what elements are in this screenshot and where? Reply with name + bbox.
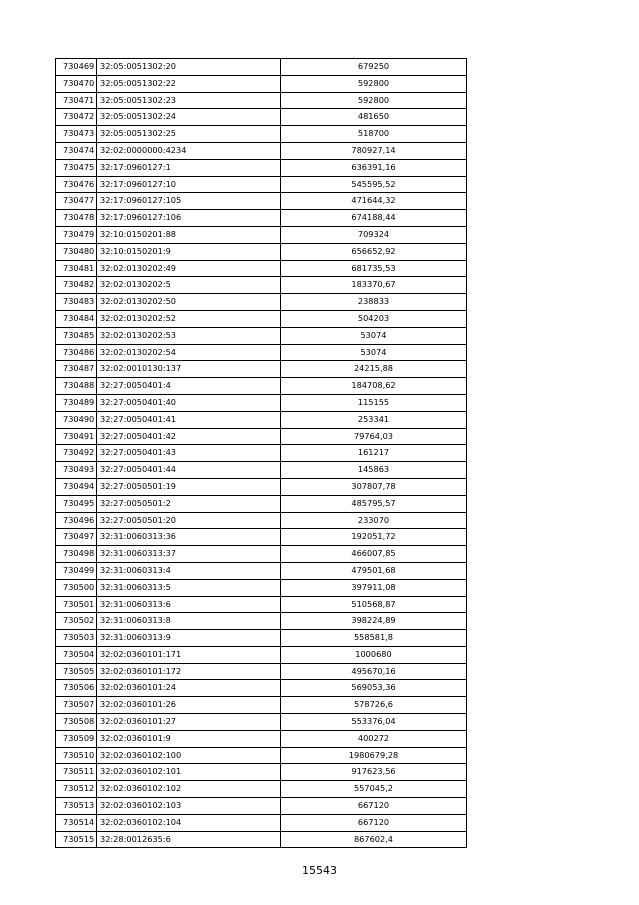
value-cell: 398224,89 (281, 613, 467, 630)
row-id-cell: 730492 (56, 445, 97, 462)
value-cell: 510568,87 (281, 596, 467, 613)
cadastral-number-cell: 32:02:0360101:27 (97, 714, 281, 731)
table-body (56, 59, 467, 848)
cadastral-number-cell: 32:05:0051302:20 (97, 59, 281, 76)
cadastral-number-cell: 32:27:0050501:2 (97, 495, 281, 512)
table-row (56, 142, 467, 159)
cadastral-number-cell: 32:05:0051302:23 (97, 92, 281, 109)
row-id-cell: 730489 (56, 394, 97, 411)
row-id-cell: 730497 (56, 529, 97, 546)
row-id-cell: 730483 (56, 294, 97, 311)
row-id-cell: 730484 (56, 310, 97, 327)
table-row (56, 697, 467, 714)
cadastral-number-cell: 32:31:0060313:8 (97, 613, 281, 630)
value-cell: 233070 (281, 512, 467, 529)
value-cell: 1000680 (281, 646, 467, 663)
value-cell: 679250 (281, 59, 467, 76)
row-id-cell: 730480 (56, 243, 97, 260)
cadastral-number-cell: 32:27:0050401:43 (97, 445, 281, 462)
table-row (56, 462, 467, 479)
row-id-cell: 730474 (56, 142, 97, 159)
value-cell: 558581,8 (281, 630, 467, 647)
row-id-cell: 730512 (56, 781, 97, 798)
row-id-cell: 730509 (56, 730, 97, 747)
table-row (56, 176, 467, 193)
table-row (56, 445, 467, 462)
table-row (56, 109, 467, 126)
value-cell: 24215,88 (281, 361, 467, 378)
row-id-cell: 730503 (56, 630, 97, 647)
table-row (56, 294, 467, 311)
cadastral-number-cell: 32:05:0051302:22 (97, 75, 281, 92)
table-row (56, 394, 467, 411)
cadastral-number-cell: 32:27:0050401:44 (97, 462, 281, 479)
value-cell: 504203 (281, 310, 467, 327)
cadastral-number-cell: 32:27:0050501:20 (97, 512, 281, 529)
table-row (56, 596, 467, 613)
value-cell: 867602,4 (281, 831, 467, 848)
value-cell: 553376,04 (281, 714, 467, 731)
cadastral-number-cell: 32:05:0051302:24 (97, 109, 281, 126)
row-id-cell: 730506 (56, 680, 97, 697)
cadastral-number-cell: 32:02:0360101:24 (97, 680, 281, 697)
row-id-cell: 730513 (56, 798, 97, 815)
value-cell: 79764,03 (281, 428, 467, 445)
cadastral-number-cell: 32:31:0060313:37 (97, 546, 281, 563)
value-cell: 578726,6 (281, 697, 467, 714)
table-row (56, 495, 467, 512)
cadastral-number-cell: 32:02:0360101:9 (97, 730, 281, 747)
cadastral-number-cell: 32:31:0060313:6 (97, 596, 281, 613)
value-cell: 253341 (281, 411, 467, 428)
table-row (56, 75, 467, 92)
value-cell: 466007,85 (281, 546, 467, 563)
row-id-cell: 730472 (56, 109, 97, 126)
cadastral-number-cell: 32:10:0150201:9 (97, 243, 281, 260)
value-cell: 307807,78 (281, 478, 467, 495)
row-id-cell: 730510 (56, 747, 97, 764)
row-id-cell: 730479 (56, 226, 97, 243)
cadastral-number-cell: 32:17:0960127:106 (97, 210, 281, 227)
row-id-cell: 730469 (56, 59, 97, 76)
value-cell: 161217 (281, 445, 467, 462)
table-row (56, 579, 467, 596)
table-row (56, 663, 467, 680)
table-row (56, 781, 467, 798)
cadastral-number-cell: 32:02:0360101:171 (97, 646, 281, 663)
value-cell: 184708,62 (281, 378, 467, 395)
table-row (56, 361, 467, 378)
row-id-cell: 730488 (56, 378, 97, 395)
cadastral-number-cell: 32:28:0012635:6 (97, 831, 281, 848)
table-row (56, 814, 467, 831)
cadastral-number-cell: 32:27:0050501:19 (97, 478, 281, 495)
row-id-cell: 730471 (56, 92, 97, 109)
value-cell: 674188,44 (281, 210, 467, 227)
table-row (56, 378, 467, 395)
table-row (56, 159, 467, 176)
row-id-cell: 730473 (56, 126, 97, 143)
table-row (56, 210, 467, 227)
value-cell: 192051,72 (281, 529, 467, 546)
cadastral-number-cell: 32:02:0360102:103 (97, 798, 281, 815)
table-row (56, 764, 467, 781)
row-id-cell: 730476 (56, 176, 97, 193)
table-row (56, 411, 467, 428)
table-row (56, 327, 467, 344)
table-row (56, 714, 467, 731)
row-id-cell: 730495 (56, 495, 97, 512)
row-id-cell: 730491 (56, 428, 97, 445)
row-id-cell: 730478 (56, 210, 97, 227)
value-cell: 53074 (281, 344, 467, 361)
row-id-cell: 730515 (56, 831, 97, 848)
value-cell: 1980679,28 (281, 747, 467, 764)
value-cell: 238833 (281, 294, 467, 311)
table-row (56, 243, 467, 260)
table-row (56, 428, 467, 445)
table-row (56, 730, 467, 747)
cadastral-number-cell: 32:27:0050401:40 (97, 394, 281, 411)
value-cell: 917623,56 (281, 764, 467, 781)
value-cell: 709324 (281, 226, 467, 243)
row-id-cell: 730500 (56, 579, 97, 596)
table-row (56, 646, 467, 663)
data-table (55, 58, 467, 848)
cadastral-number-cell: 32:02:0010130:137 (97, 361, 281, 378)
cadastral-number-cell: 32:02:0360102:104 (97, 814, 281, 831)
table-row (56, 798, 467, 815)
cadastral-number-cell: 32:02:0000000:4234 (97, 142, 281, 159)
cadastral-number-cell: 32:02:0130202:52 (97, 310, 281, 327)
value-cell: 592800 (281, 75, 467, 92)
page-number: 15543 (302, 864, 337, 877)
table-row (56, 831, 467, 848)
table-row (56, 344, 467, 361)
row-id-cell: 730477 (56, 193, 97, 210)
row-id-cell: 730493 (56, 462, 97, 479)
table-row (56, 193, 467, 210)
cadastral-number-cell: 32:02:0360102:102 (97, 781, 281, 798)
row-id-cell: 730508 (56, 714, 97, 731)
table-row (56, 310, 467, 327)
cadastral-number-cell: 32:05:0051302:25 (97, 126, 281, 143)
table-row (56, 126, 467, 143)
cadastral-number-cell: 32:31:0060313:9 (97, 630, 281, 647)
value-cell: 471644,32 (281, 193, 467, 210)
table-row (56, 92, 467, 109)
value-cell: 479501,68 (281, 562, 467, 579)
cadastral-number-cell: 32:02:0360101:172 (97, 663, 281, 680)
cadastral-number-cell: 32:31:0060313:36 (97, 529, 281, 546)
value-cell: 780927,14 (281, 142, 467, 159)
value-cell: 592800 (281, 92, 467, 109)
row-id-cell: 730487 (56, 361, 97, 378)
value-cell: 183370,67 (281, 277, 467, 294)
cadastral-number-cell: 32:27:0050401:41 (97, 411, 281, 428)
value-cell: 53074 (281, 327, 467, 344)
table-row (56, 546, 467, 563)
table-row (56, 630, 467, 647)
value-cell: 485795,57 (281, 495, 467, 512)
row-id-cell: 730496 (56, 512, 97, 529)
table-row (56, 529, 467, 546)
value-cell: 667120 (281, 798, 467, 815)
cadastral-number-cell: 32:02:0130202:53 (97, 327, 281, 344)
cadastral-number-cell: 32:02:0360101:26 (97, 697, 281, 714)
row-id-cell: 730486 (56, 344, 97, 361)
row-id-cell: 730490 (56, 411, 97, 428)
table-row (56, 680, 467, 697)
value-cell: 667120 (281, 814, 467, 831)
table-row (56, 613, 467, 630)
row-id-cell: 730470 (56, 75, 97, 92)
cadastral-number-cell: 32:02:0360102:100 (97, 747, 281, 764)
cadastral-number-cell: 32:02:0130202:50 (97, 294, 281, 311)
table-row (56, 260, 467, 277)
cadastral-number-cell: 32:10:0150201:88 (97, 226, 281, 243)
cadastral-number-cell: 32:27:0050401:4 (97, 378, 281, 395)
cadastral-number-cell: 32:17:0960127:10 (97, 176, 281, 193)
row-id-cell: 730514 (56, 814, 97, 831)
value-cell: 569053,36 (281, 680, 467, 697)
row-id-cell: 730505 (56, 663, 97, 680)
table-row (56, 277, 467, 294)
table-row (56, 747, 467, 764)
value-cell: 656652,92 (281, 243, 467, 260)
cadastral-number-cell: 32:02:0130202:49 (97, 260, 281, 277)
row-id-cell: 730499 (56, 562, 97, 579)
cadastral-number-cell: 32:17:0960127:105 (97, 193, 281, 210)
value-cell: 518700 (281, 126, 467, 143)
row-id-cell: 730511 (56, 764, 97, 781)
value-cell: 400272 (281, 730, 467, 747)
value-cell: 115155 (281, 394, 467, 411)
table-row (56, 59, 467, 76)
row-id-cell: 730485 (56, 327, 97, 344)
value-cell: 481650 (281, 109, 467, 126)
value-cell: 495670,16 (281, 663, 467, 680)
row-id-cell: 730504 (56, 646, 97, 663)
cadastral-number-cell: 32:02:0360102:101 (97, 764, 281, 781)
value-cell: 145863 (281, 462, 467, 479)
cadastral-number-cell: 32:31:0060313:5 (97, 579, 281, 596)
value-cell: 545595,52 (281, 176, 467, 193)
row-id-cell: 730502 (56, 613, 97, 630)
value-cell: 397911,08 (281, 579, 467, 596)
cadastral-number-cell: 32:17:0960127:1 (97, 159, 281, 176)
row-id-cell: 730494 (56, 478, 97, 495)
table-row (56, 562, 467, 579)
row-id-cell: 730498 (56, 546, 97, 563)
value-cell: 681735,53 (281, 260, 467, 277)
row-id-cell: 730501 (56, 596, 97, 613)
cadastral-number-cell: 32:27:0050401:42 (97, 428, 281, 445)
row-id-cell: 730481 (56, 260, 97, 277)
cadastral-number-cell: 32:02:0130202:5 (97, 277, 281, 294)
row-id-cell: 730482 (56, 277, 97, 294)
row-id-cell: 730475 (56, 159, 97, 176)
table-row (56, 226, 467, 243)
value-cell: 636391,16 (281, 159, 467, 176)
cadastral-number-cell: 32:31:0060313:4 (97, 562, 281, 579)
table-row (56, 512, 467, 529)
row-id-cell: 730507 (56, 697, 97, 714)
cadastral-number-cell: 32:02:0130202:54 (97, 344, 281, 361)
table-row (56, 478, 467, 495)
value-cell: 557045,2 (281, 781, 467, 798)
